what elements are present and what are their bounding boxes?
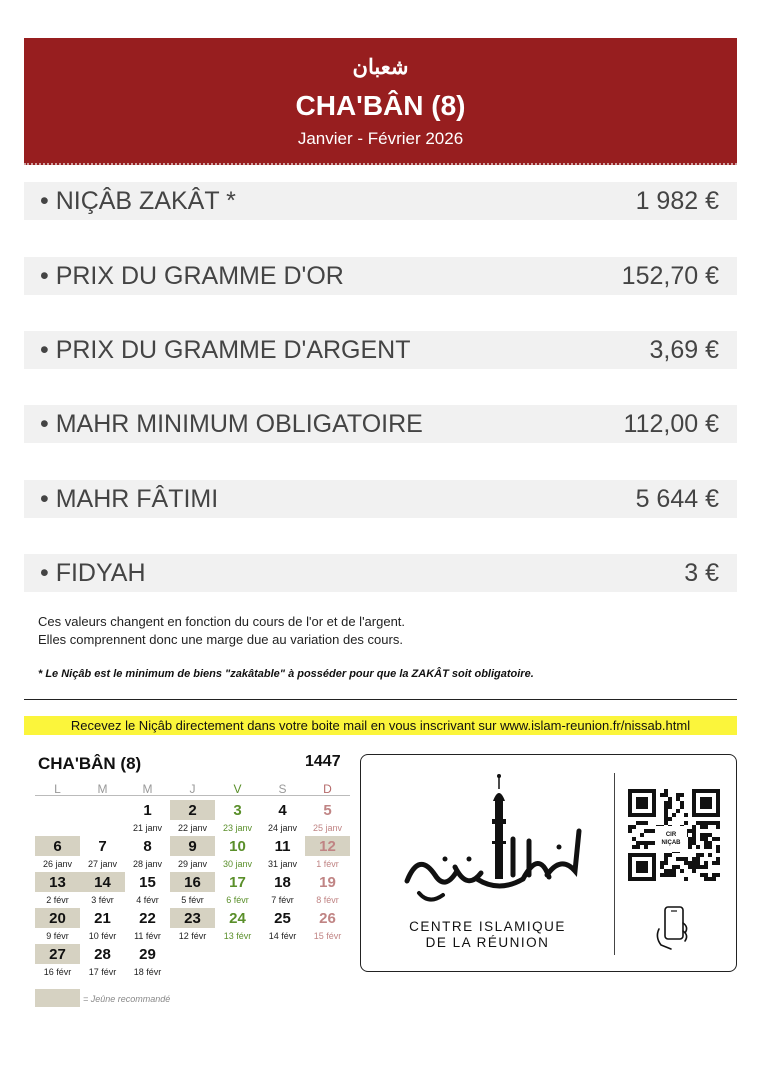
calendar-day [215,800,260,834]
day-number: 7 [98,838,107,855]
row-value: 3 € [684,558,719,587]
day-number: 17 [229,874,246,891]
legend-swatch [35,989,80,1007]
calendar-day [305,800,350,834]
day-number: 9 [188,838,197,855]
calendar-day [170,800,215,834]
value-row-fidyah [24,554,737,592]
day-number: 6 [53,838,62,855]
note-line-2: Elles comprennent donc une marge due au variation des cours. [38,632,403,647]
row-label: • PRIX DU GRAMME D'OR [40,261,344,290]
day-number: 15 [139,874,156,891]
gregorian-date: 31 janv [267,859,298,869]
value-row-nicab [24,182,737,220]
value-row-silver [24,331,737,369]
gregorian-date: 25 janv [312,823,343,833]
calendar-day [35,944,80,978]
calendar-day [305,872,350,906]
org-name-line-1: CENTRE ISLAMIQUE [409,919,566,934]
gregorian-date: 12 févr [178,931,207,941]
calendar-day [80,872,125,906]
weekday-label: M [97,782,108,796]
weekday-label: L [54,782,61,796]
row-label: • MAHR FÂTIMI [40,484,219,513]
row-label: • NIÇÂB ZAKÂT * [40,186,236,215]
gregorian-date: 7 févr [271,895,294,905]
weekday-label: D [323,782,332,796]
mosque-logo-icon [389,771,589,916]
calendar-day [215,908,260,942]
calendar-day [170,872,215,906]
row-value: 5 644 € [635,484,719,513]
weekday-label: J [189,782,196,796]
weekday-label: V [233,782,242,796]
calendar-day [35,836,80,870]
gregorian-date: 11 févr [134,931,161,941]
divider-line [24,699,737,700]
day-number: 22 [139,910,156,927]
page-subtitle: Janvier - Février 2026 [297,129,464,148]
footnote: * Le Niçâb est le minimum de biens "zakâtable" à posséder pour que la ZAKÂT soit obligatoire. [38,668,534,680]
day-number: 13 [49,874,66,891]
arabic-month-name: شعبان [352,56,409,79]
value-row-mahr-fatimi [24,480,737,518]
org-name-line-2: DE LA RÉUNION [425,935,550,950]
day-number: 28 [94,946,111,963]
day-number: 1 [143,802,152,819]
page-title: CHA'BÂN (8) [295,90,466,121]
gregorian-date: 6 févr [226,895,249,905]
gregorian-date: 29 janv [177,859,208,869]
gregorian-date: 21 janv [132,823,163,833]
card-divider [614,773,615,955]
day-number: 14 [94,874,111,891]
day-number: 18 [274,874,291,891]
phone-hand-icon [651,905,695,951]
calendar-title: CHA'BÂN (8) [38,754,142,773]
day-number: 3 [233,802,242,819]
note-line-1: Ces valeurs changent en fonction du cours de l'or et de l'argent. [38,614,406,629]
row-label: • PRIX DU GRAMME D'ARGENT [40,335,411,364]
gregorian-date: 16 févr [43,967,72,977]
gregorian-date: 28 janv [132,859,163,869]
day-number: 8 [143,838,152,855]
row-label: • FIDYAH [40,558,146,587]
gregorian-date: 14 févr [268,931,297,941]
weekday-label: M [142,782,153,796]
day-number: 11 [274,838,291,855]
row-value: 1 982 € [635,186,719,215]
legend-text: = Jeûne recommandé [83,994,171,1004]
day-number: 4 [278,802,287,819]
gregorian-date: 27 janv [87,859,118,869]
day-number: 16 [184,874,201,891]
calendar-day [35,908,80,942]
calendar-day [260,872,305,906]
calendar-day [170,836,215,870]
calendar-year: 1447 [305,753,341,770]
gregorian-date: 5 févr [181,895,204,905]
day-number: 12 [319,838,336,855]
calendar-day [80,944,125,978]
row-value: 152,70 € [621,261,719,290]
row-value: 3,69 € [649,335,719,364]
day-number: 19 [319,874,336,891]
value-row-mahr-min [24,405,737,443]
gregorian-date: 2 févr [46,895,69,905]
calendar-day [170,908,215,942]
gregorian-date: 9 févr [46,931,69,941]
calendar-day [125,944,170,978]
qr-label-line-1: CIR [665,832,677,838]
gregorian-date: 15 févr [313,931,342,941]
day-number: 24 [229,910,246,927]
day-number: 20 [49,910,66,927]
gregorian-date: 26 janv [42,859,73,869]
gregorian-date: 30 janv [222,859,253,869]
gregorian-date: 22 janv [177,823,208,833]
gregorian-date: 18 févr [133,967,162,977]
qr-label-line-2: NIÇAB [661,840,681,846]
calendar-day [215,836,260,870]
newsletter-banner: Recevez le Niçâb directement dans votre boite mail en vous inscrivant sur www.islam-reunion.fr/nissab.html [24,716,737,735]
calendar-day [80,908,125,942]
gregorian-date: 4 févr [136,895,159,905]
day-number: 5 [323,802,332,819]
calendar-day [125,800,170,834]
day-number: 23 [184,910,201,927]
logo-card [360,754,737,972]
day-number: 10 [229,838,246,855]
day-number: 25 [274,910,291,927]
header-banner [24,38,737,165]
gregorian-date: 24 janv [267,823,298,833]
row-label: • MAHR MINIMUM OBLIGATOIRE [40,409,423,438]
calendar-day [35,872,80,906]
calendar-day [80,836,125,870]
gregorian-date: 13 févr [223,931,252,941]
value-row-gold [24,257,737,295]
gregorian-date: 1 févr [316,859,339,869]
calendar-day [260,836,305,870]
gregorian-date: 10 févr [88,931,117,941]
calendar-day [260,908,305,942]
day-number: 21 [94,910,111,927]
calendar-weekday-header [35,782,350,796]
day-number: 2 [188,802,197,819]
day-number: 29 [139,946,156,963]
gregorian-date: 23 janv [222,823,253,833]
gregorian-date: 17 févr [88,967,117,977]
calendar-day [125,908,170,942]
calendar-day [215,872,260,906]
calendar-day [125,872,170,906]
qr-label [655,826,687,852]
gregorian-date: 8 févr [316,895,339,905]
day-number: 27 [49,946,66,963]
row-value: 112,00 € [623,409,719,438]
day-number: 26 [319,910,336,927]
gregorian-date: 3 févr [91,895,114,905]
weekday-label: S [278,782,287,796]
calendar-day [305,836,350,870]
calendar-day [125,836,170,870]
calendar-day [260,800,305,834]
calendar-day [305,908,350,942]
